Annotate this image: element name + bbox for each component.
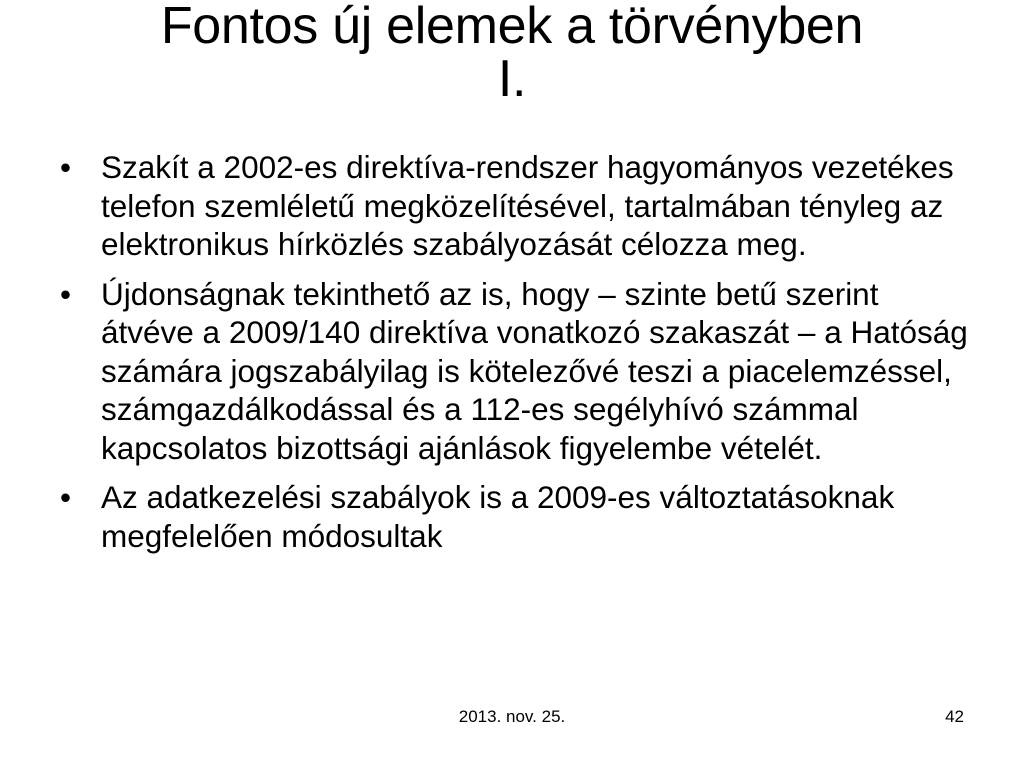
- footer-date: 2013. nov. 25.: [458, 707, 566, 726]
- bullet-list: [60, 148, 980, 566]
- bullet-icon: •: [60, 149, 72, 185]
- bullet-icon: •: [60, 275, 72, 312]
- bullet-text-2: Újdonságnak tekinthető az is, hogy – szinte betű szerint átvéve a 2009/140 direktíva vonatkozó szakaszát – a Hatóság számára jogszabályilag is kötelezővé teszi a piacelemzéssel, számgazdálkodással és a 112-es segélyhívó számmal kapcsolatos bizottsági ajánlások figyelembe vételét.: [101, 275, 968, 466]
- page-number: 42: [945, 707, 964, 726]
- bullet-icon: •: [60, 479, 72, 515]
- slide-title: [60, 0, 964, 106]
- bullet-text-3: Az adatkezelési szabályok is a 2009-es változtatásoknak megfelelően módosultak: [101, 479, 895, 554]
- bullet-text-1: Szakít a 2002-es direktíva-rendszer hagyományos vezetékes telefon szemléletű megközelítésével, tartalmában tényleg az elektronikus hírközlés szabályozását célozza meg.: [101, 149, 954, 262]
- slide-title-line-2: I.: [497, 50, 527, 108]
- bullet-item-1: [60, 148, 980, 264]
- slide-title-line-1: Fontos új elemek a törvényben: [160, 0, 864, 55]
- bullet-item-2: [60, 275, 980, 468]
- bullet-item-3: [60, 478, 980, 555]
